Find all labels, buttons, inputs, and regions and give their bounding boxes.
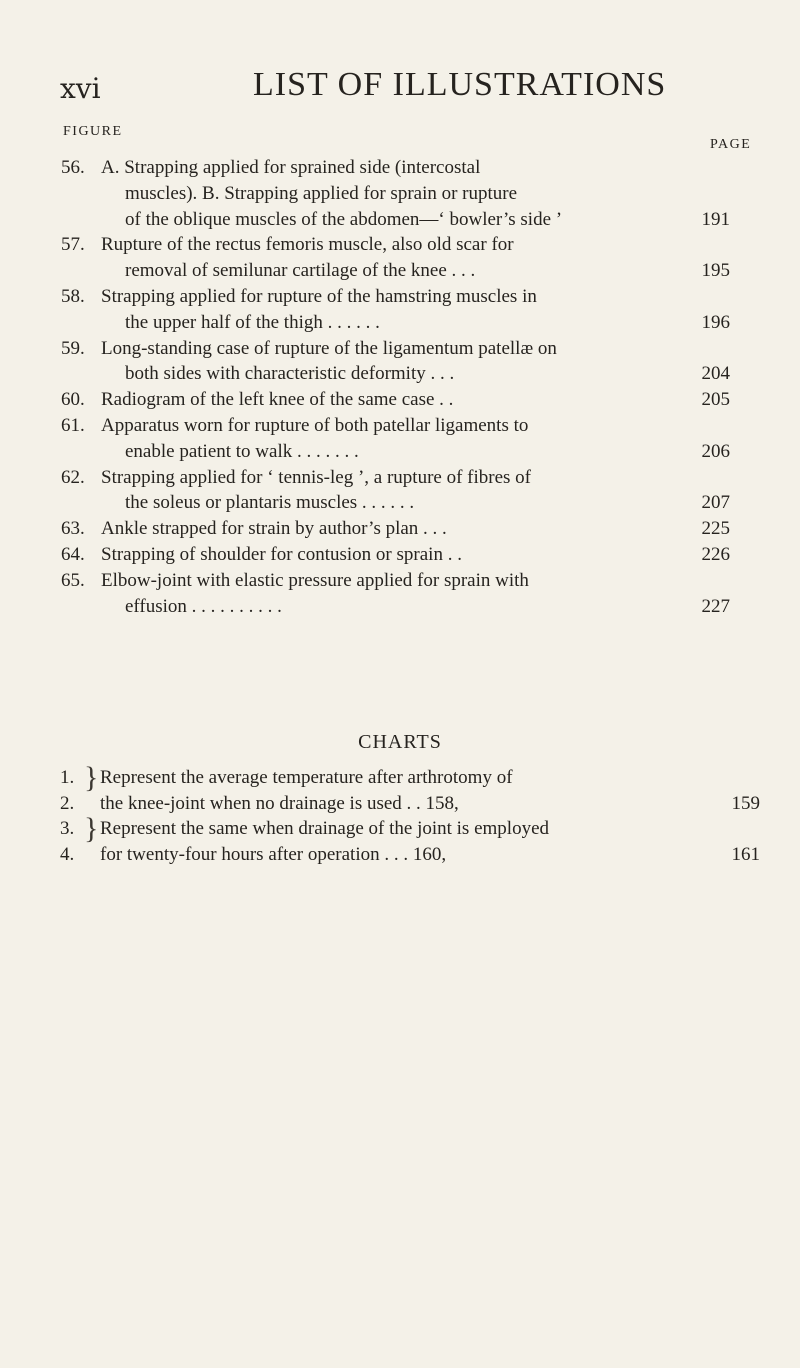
list-item xyxy=(60,516,770,542)
figure-column-heading: FIGURE xyxy=(63,124,123,139)
caption-line: the soleus or plantaris muscles . . . . . . xyxy=(125,492,415,514)
figure-number: 59. xyxy=(61,337,85,359)
figure-number: 57. xyxy=(61,234,85,256)
charts-heading: CHARTS xyxy=(358,731,442,753)
caption-line: Apparatus worn for rupture of both patellar ligaments to xyxy=(101,414,529,436)
chart-row xyxy=(60,842,770,868)
chart-number: 2. xyxy=(60,792,75,814)
caption-line: Elbow-joint with elastic pressure applied for sprain with xyxy=(101,569,529,591)
page-number: 207 xyxy=(701,492,730,514)
caption-line: Rupture of the rectus femoris muscle, also old scar for xyxy=(101,234,514,256)
page-number: 195 xyxy=(701,260,730,282)
page-number: 226 xyxy=(701,543,730,565)
chart-number: 4. xyxy=(60,843,75,865)
figure-number: 63. xyxy=(61,518,85,540)
chart-description: the knee-joint when no drainage is used . . 158, xyxy=(100,792,459,814)
list-item xyxy=(60,568,770,620)
page-number: 161 xyxy=(731,843,760,865)
list-item xyxy=(60,336,770,388)
list-item xyxy=(60,465,770,517)
caption-line: muscles). B. Strapping applied for sprain or rupture xyxy=(125,182,518,204)
running-head xyxy=(60,66,760,116)
chart-description: Represent the average temperature after arthrotomy of xyxy=(100,767,513,788)
page-number: 227 xyxy=(701,595,730,617)
chart-row xyxy=(60,761,770,794)
list-item xyxy=(60,155,770,232)
caption-line: removal of semilunar cartilage of the knee . . . xyxy=(125,260,476,282)
figure-number: 61. xyxy=(61,414,85,436)
grouping-brace: } xyxy=(84,761,99,794)
charts-list xyxy=(60,761,770,867)
chart-row xyxy=(60,812,770,845)
figure-number: 65. xyxy=(61,569,85,591)
page-number: 205 xyxy=(701,389,730,411)
chart-number: 1. xyxy=(60,767,75,788)
caption-line: Strapping applied for ‘ tennis-leg ’, a rupture of fibres of xyxy=(101,466,532,488)
chart-row xyxy=(60,791,770,817)
caption-line: A. Strapping applied for sprained side (intercostal xyxy=(101,157,481,178)
list-item xyxy=(60,387,770,413)
caption-line: both sides with characteristic deformity . . . xyxy=(125,363,455,385)
chart-description: for twenty-four hours after operation . . . 160, xyxy=(100,843,447,865)
list-item xyxy=(60,413,770,465)
caption-line: Radiogram of the left knee of the same case . . xyxy=(101,389,454,411)
chart-number: 3. xyxy=(60,818,75,839)
page-number: 159 xyxy=(731,792,760,814)
caption-line: enable patient to walk . . . . . . . xyxy=(125,440,359,462)
caption-line: of the oblique muscles of the abdomen—‘ bowler’s side ’ xyxy=(125,208,563,230)
page-number: 225 xyxy=(701,518,730,540)
figure-number: 64. xyxy=(61,543,85,565)
page-number: 204 xyxy=(701,363,730,385)
caption-line: the upper half of the thigh . . . . . . xyxy=(125,311,380,333)
figure-number: 62. xyxy=(61,466,85,488)
caption-line: Strapping applied for rupture of the hamstring muscles in xyxy=(101,285,537,307)
list-item xyxy=(60,284,770,336)
grouping-brace: } xyxy=(84,812,99,845)
page-number: 191 xyxy=(701,208,730,230)
figure-number: 56. xyxy=(61,157,85,178)
caption-line: Ankle strapped for strain by author’s plan . . . xyxy=(101,518,447,540)
page-title: LIST OF ILLUSTRATIONS xyxy=(253,66,667,103)
page-folio: xvi xyxy=(60,72,101,105)
page-column-heading: PAGE xyxy=(710,137,752,152)
list-item xyxy=(60,542,770,568)
figure-number: 58. xyxy=(61,285,85,307)
illustration-list xyxy=(60,155,770,619)
page-number: 206 xyxy=(701,440,730,462)
caption-line: Long-standing case of rupture of the ligamentum patellæ on xyxy=(101,337,557,359)
caption-line: Strapping of shoulder for contusion or sprain . . xyxy=(101,543,462,565)
caption-line: effusion . . . . . . . . . . xyxy=(125,595,282,617)
page-number: 196 xyxy=(701,311,730,333)
list-item xyxy=(60,232,770,284)
figure-number: 60. xyxy=(61,389,85,411)
chart-description: Represent the same when drainage of the joint is employed xyxy=(100,818,550,839)
